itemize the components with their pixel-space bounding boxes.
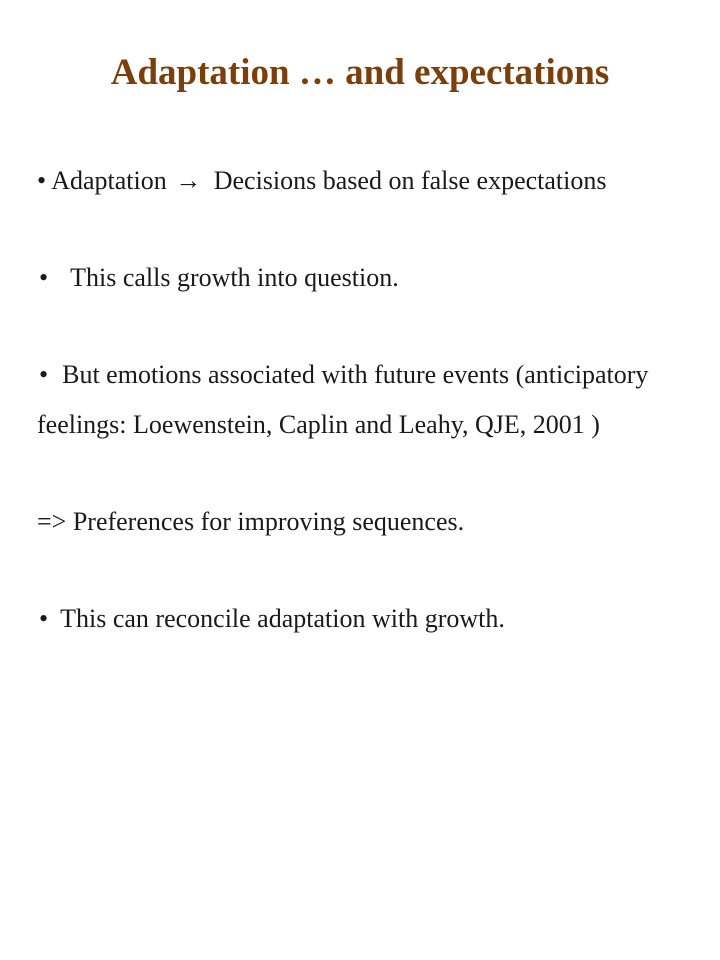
bullet-adaptation-word: Adaptation — [51, 166, 167, 195]
spacer — [37, 303, 673, 350]
bullet-reconcile-text: This can reconcile adaptation with growth. — [60, 604, 505, 633]
bullet-emotions-text: But emotions associated with future events (anticipatory feelings: Loewenstein, Caplin and Leahy, QJE, 2001 ) — [37, 360, 649, 439]
bullet-item-adaptation — [37, 156, 673, 206]
bullet-icon: • — [37, 166, 47, 195]
item-preferences: => Preferences for improving sequences. — [37, 507, 465, 536]
bullet-icon: • — [39, 263, 49, 292]
slide-title: Adaptation … and expectations — [110, 52, 610, 93]
bullet-item-reconcile — [37, 594, 673, 644]
bullet-icon: • — [39, 360, 49, 389]
bullet-growth-question-text: This calls growth into question. — [70, 263, 399, 292]
spacer — [37, 450, 673, 497]
bullet-icon: • — [39, 604, 49, 633]
bullet-item-growth-question — [37, 253, 673, 303]
spacer — [37, 206, 673, 253]
spacer — [37, 547, 673, 594]
right-arrow-icon: → — [175, 166, 202, 195]
bullet-adaptation-text: Decisions based on false expectations — [213, 166, 607, 195]
bullet-item-emotions — [37, 350, 673, 450]
slide-content — [37, 156, 673, 644]
